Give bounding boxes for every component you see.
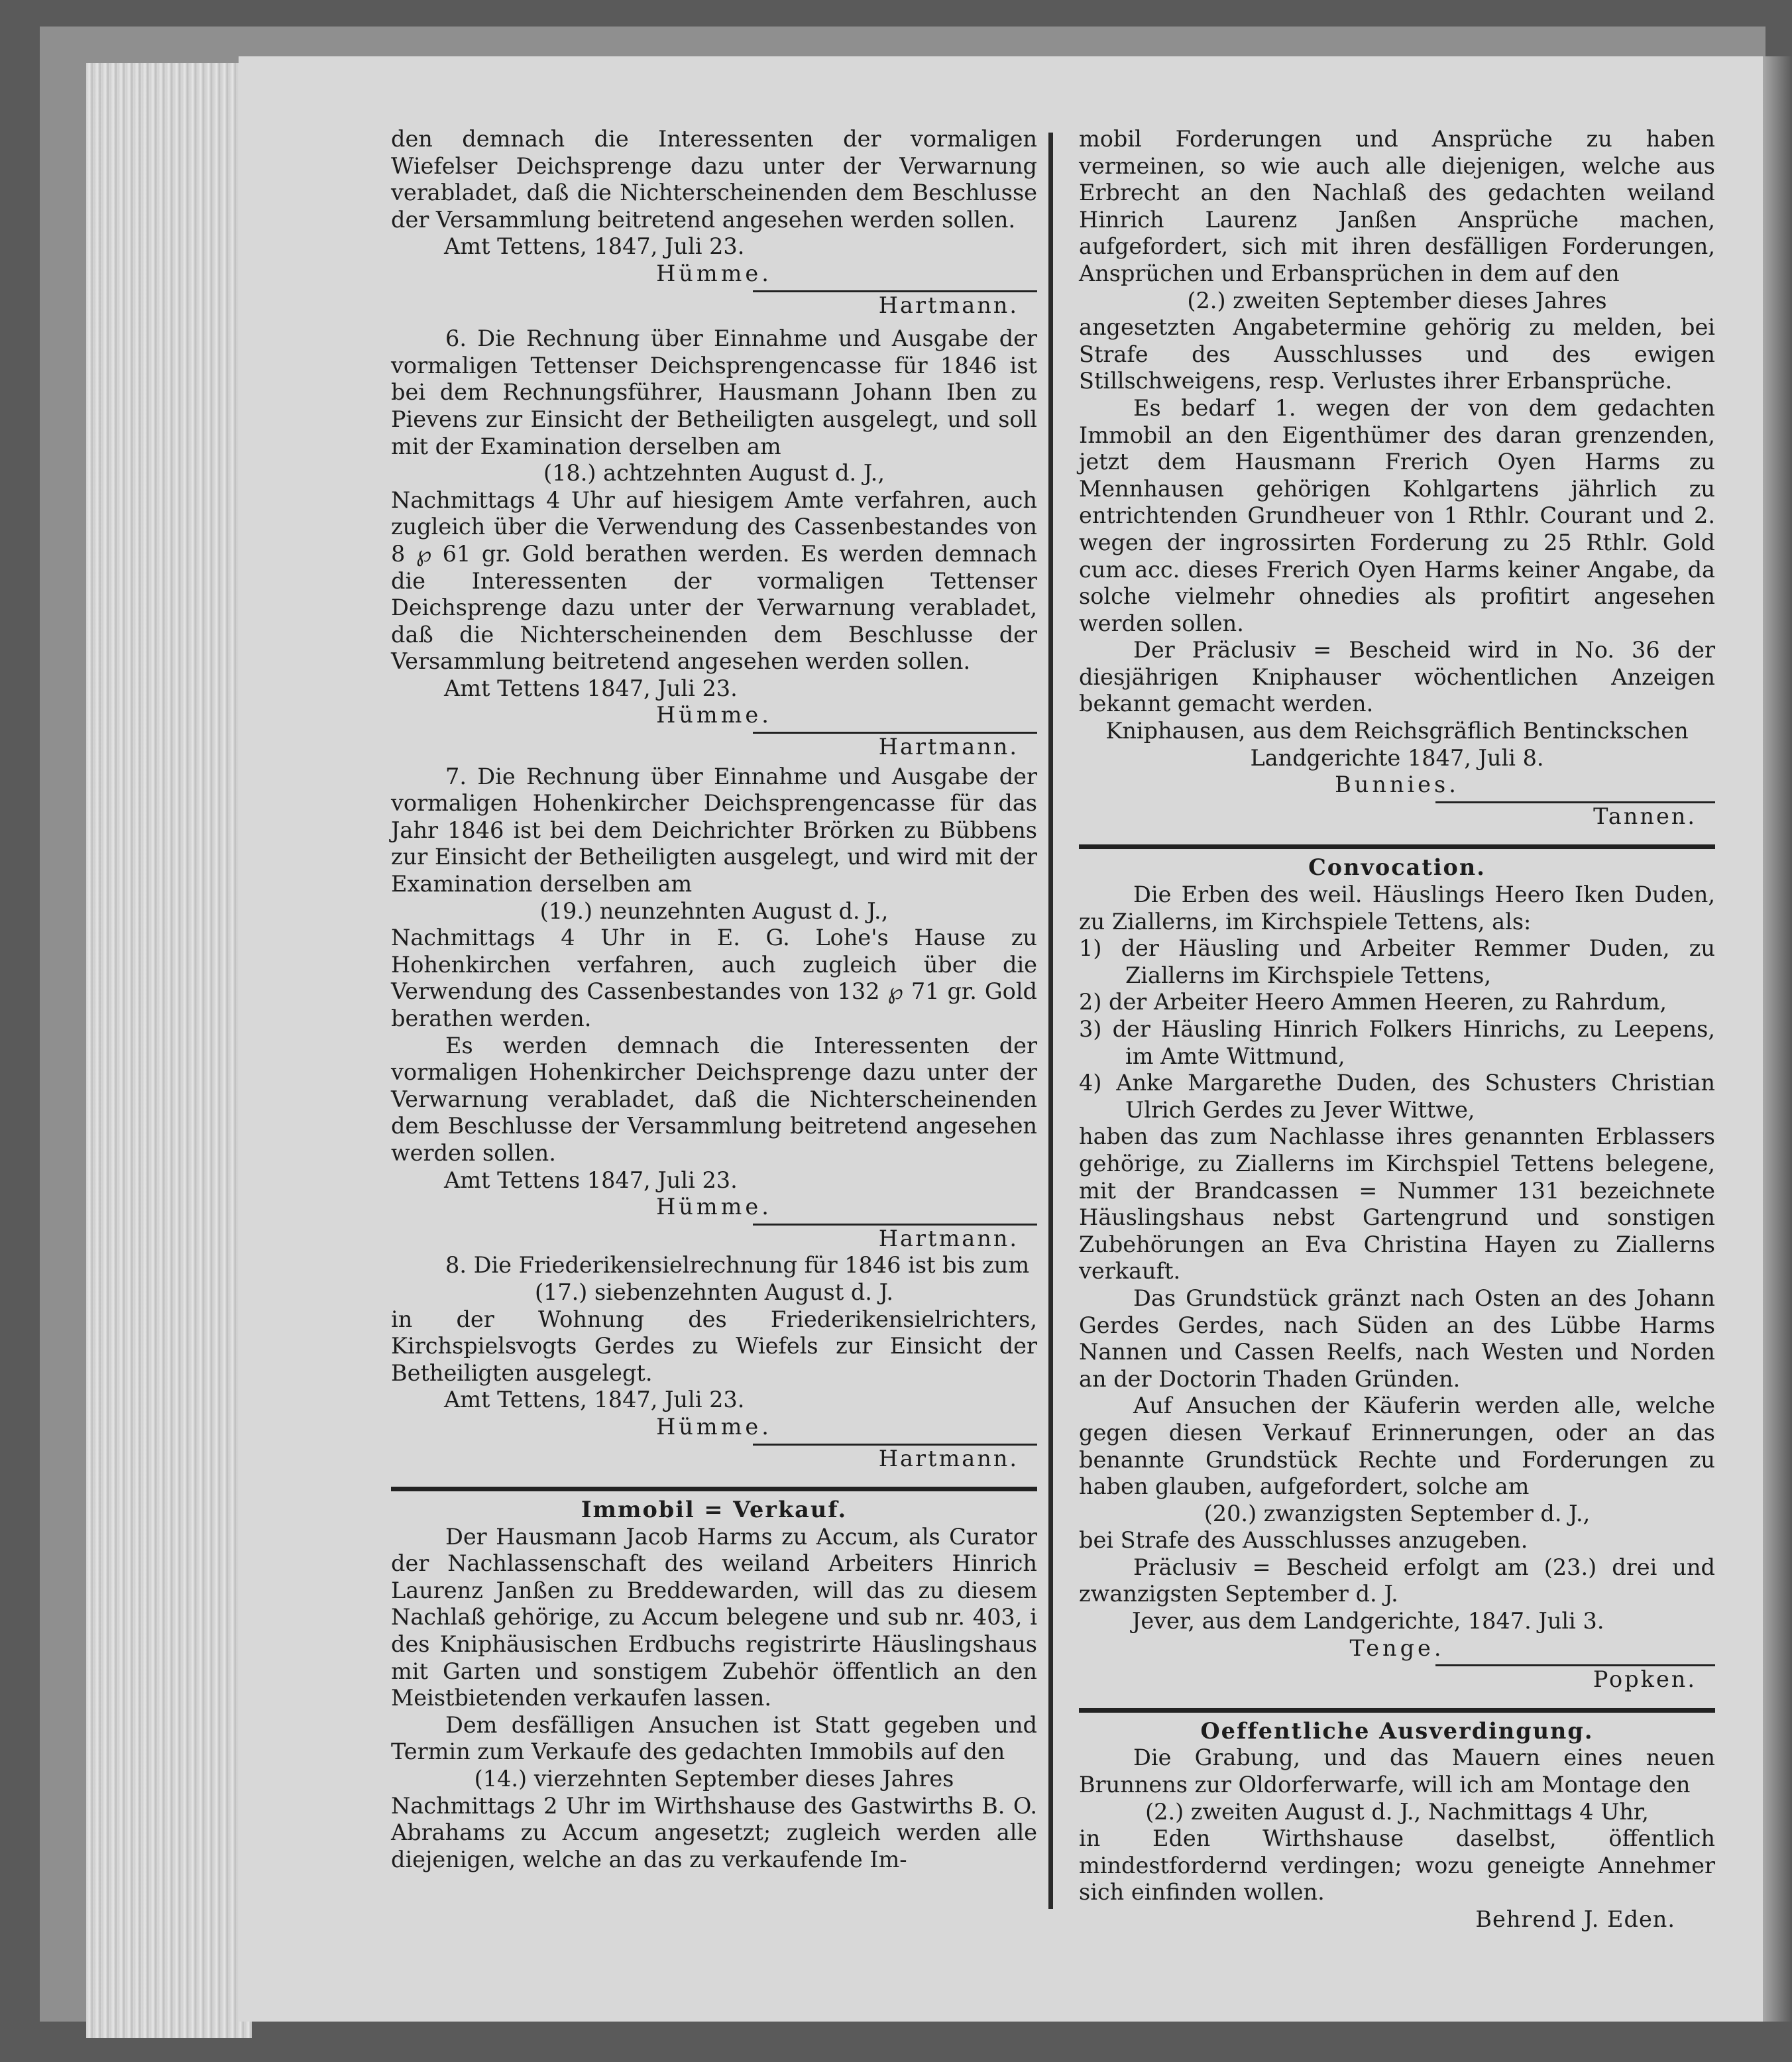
column-divider [1048, 133, 1053, 1909]
heading-convocation: Convocation. [1308, 854, 1486, 881]
signature-hartmann: Hartmann. [878, 292, 1019, 318]
immobil-continued: mobil Forderungen und Ansprüche zu haben vermeinen, so wie auch alle diejenigen, welche aus Erbrecht an den Nachlaß des gedachten weiland Hinrich Laurenz Janßen Ansprüche machen, aufgefordert, sich mit ihren desfälligen Forderungen, Ansprüchen und Erbansprüchen in dem auf den [1079, 126, 1715, 286]
notice-8: 8. Die Friederikensielrechnung für 1846 ist bis zum [445, 1252, 1030, 1279]
ausverdingung-paragraph-1: Die Grabung, und das Mauern eines neuen Brunnens zur Oldorferwarfe, will ich am Montage den [1079, 1745, 1715, 1798]
convocation-paragraph-1: Die Erben des weil. Häuslings Heero Iken Duden, zu Ziallerns, im Kirchspiele Tettens, als: [1079, 882, 1715, 935]
signature-hartmann: Hartmann. [878, 1445, 1019, 1471]
immobil-term-date: (2.) zweiten September dieses Jahres [1187, 287, 1607, 314]
office-date: Amt Tettens, 1847, Juli 23. [444, 233, 745, 260]
section-rule [391, 1487, 1037, 1491]
notice-7-continued: Nachmittags 4 Uhr in E. G. Lohe's Hause zu Hohenkirchen verfahren, auch zugleich über die Verwendung des Cassenbestandes von 132 ℘ 71 gr. Gold berathen werden. [391, 925, 1037, 1031]
page-edges [86, 63, 252, 2038]
immobil-continued-2: angesetzten Angabetermine gehörig zu melden, bei Strafe des Ausschlusses und des ewigen Stillschweigens, resp. Verlustes ihrer Erbansprüche. [1079, 314, 1715, 394]
notice-6-continued: Nachmittags 4 Uhr auf hiesigem Amte verfahren, auch zugleich über die Verwendung des Cassenbestandes von 8 ℘ 61 gr. Gold berathen werden. Es werden demnach die Interessenten der vormaligen Tettenser Deichsprenge dazu unter der Verwarnung verabladet, daß die Nichterscheinenden dem Beschlusse der Versammlung beitretend angesehen werden sollen. [391, 487, 1037, 675]
convocation-date: (20.) zwanzigsten September d. J., [1204, 1500, 1591, 1526]
heir-item: 2) der Arbeiter Heero Ammen Heeren, zu Rahrdum, [1079, 989, 1667, 1015]
heir-item: 4) Anke Margarethe Duden, des Schusters Christian Ulrich Gerdes zu Jever Wittwe, [1079, 1070, 1715, 1123]
convocation-paragraph-4: Auf Ansuchen der Käuferin werden alle, welche gegen diesen Verkauf Erinnerungen, oder an das benannte Grundstück Rechte und Forderungen zu haben glauben, aufgefordert, solche am [1079, 1393, 1715, 1500]
signature-humme: Hümme. [656, 702, 772, 728]
heading-immobil-verkauf: Immobil = Verkauf. [581, 1497, 848, 1523]
notice-6-date: (18.) achtzehnten August d. J., [543, 460, 885, 487]
notice-7-date: (19.) neunzehnten August d. J., [539, 897, 889, 924]
convocation-paragraph-3: Das Grundstück gränzt nach Osten an des Johann Gerdes Gerdes, nach Süden an des Lübbe Harms Nannen und Cassen Reelfs, nach Westen und Norden an der Doctorin Thaden Gründen. [1079, 1285, 1715, 1392]
convocation-paragraph-2: haben das zum Nachlasse ihres genannten Erblassers gehörige, zu Ziallerns im Kirchspiel Tettens belegene, mit der Brandcassen = Nummer 131 bezeichnete Häuslingshaus nebst Gartengrund und sonstigen Zubehörungen an Eva Christina Hayen zu Ziallerns verkauft. [1079, 1123, 1715, 1285]
intro-paragraph: den demnach die Interessenten der vormaligen Wiefelser Deichsprenge dazu unter der Verwarnung verabladet, daß die Nichterscheinenden dem Beschlusse der Versammlung beitretend angesehen werden sollen. [391, 126, 1037, 233]
court-place-date: Jever, aus dem Landgerichte, 1847. Juli 3. [1132, 1608, 1604, 1634]
signature-hartmann: Hartmann. [878, 734, 1019, 760]
praclusiv-paragraph: Der Präclusiv = Bescheid wird in No. 36 der diesjährigen Kniphauser wöchentlichen Anzeigen bekannt gemacht werden. [1079, 637, 1715, 717]
signature-eden: Behrend J. Eden. [1475, 1906, 1675, 1932]
immobil-paragraph-1: Der Hausmann Jacob Harms zu Accum, als Curator der Nachlassenschaft des weiland Arbeiters Hinrich Laurenz Janßen zu Breddewarden, will das zu diesem Nachlaß gehörige, zu Accum belegene und sub nr. 403, i des Kniphäusischen Erdbuchs registrirte Häuslingshaus mit Garten und sonstigem Zubehör öffentlich an den Meistbietenden verkaufen lassen. [391, 1523, 1037, 1711]
heir-item: 1) der Häusling und Arbeiter Remmer Duden, zu Ziallerns im Kirchspiele Tettens, [1079, 935, 1715, 988]
book-gutter [1763, 56, 1792, 2022]
ausverdingung-date: (2.) zweiten August d. J., Nachmittags 4 Uhr, [1145, 1798, 1649, 1825]
left-column [391, 126, 1037, 1873]
right-column [1079, 126, 1715, 1933]
bedarf-paragraph: Es bedarf 1. wegen der von dem gedachten Immobil an den Eigenthümer des daran grenzenden, jetzt dem Hausmann Frerich Oyen Harms zu Mennhausen gehörigen Kohlgartens jährlich zu entrichtenden Grundheuer von 1 Rthlr. Courant und 2. wegen der ingrossirten Forderung zu 25 Rthlr. Gold cum acc. dieses Frerich Oyen Harms keiner Angabe, da solche vielmehr ohnedies als profitirt angesehen werden sollen. [1079, 394, 1715, 636]
signature-humme: Hümme. [656, 1194, 772, 1220]
immobil-paragraph-2: Dem desfälligen Ansuchen ist Statt gegeben und Termin zum Verkaufe des gedachten Immobils auf den [391, 1711, 1037, 1765]
signature-humme: Hümme. [656, 260, 772, 286]
office-date: Amt Tettens 1847, Juli 23. [444, 1167, 738, 1193]
signature-bunnies: Bunnies. [1335, 772, 1459, 798]
notice-6: 6. Die Rechnung über Einnahme und Ausgabe der vormaligen Tettenser Deichsprengencasse für 1846 ist bei dem Rechnungsführer, Hausmann Johann Iben zu Pievens zur Einsicht der Betheiligten ausgelegt, und soll mit der Examination derselben am [391, 325, 1037, 459]
signature-hartmann: Hartmann. [878, 1225, 1019, 1251]
notice-7-continued-2: Es werden demnach die Interessenten der vormaligen Hohenkircher Deichsprenge dazu unter der Verwarnung verabladet, daß die Nichterscheinenden dem Beschlusse der Versammlung beitretend angesehen werden sollen. [391, 1032, 1037, 1166]
court-place-date: Kniphausen, aus dem Reichsgräflich Bentinckschen Landgerichte 1847, Juli 8. [1105, 718, 1689, 771]
immobil-paragraph-3: Nachmittags 2 Uhr im Wirthshause des Gastwirths B. O. Abrahams zu Accum angesetzt; zugleich werden alle diejenigen, welche an das zu verkaufende Im- [391, 1792, 1037, 1872]
section-rule [1079, 844, 1715, 849]
notice-7: 7. Die Rechnung über Einnahme und Ausgabe der vormaligen Hohenkircher Deichsprengencasse für das Jahr 1846 ist bei dem Deichrichter Brörken zu Bübbens zur Einsicht der Betheiligten ausgelegt, und wird mit der Examination derselben am [391, 763, 1037, 897]
signature-popken: Popken. [1593, 1666, 1697, 1693]
office-date: Amt Tettens 1847, Juli 23. [444, 675, 738, 701]
signature-humme: Hümme. [656, 1413, 772, 1440]
immobil-date: (14.) vierzehnten September dieses Jahres [474, 1766, 954, 1792]
ausverdingung-paragraph-2: in Eden Wirthshause daselbst, öffentlich mindestfordernd verdingen; wozu geneigte Annehmer sich einfinden wollen. [1079, 1825, 1715, 1906]
convocation-paragraph-5: bei Strafe des Ausschlusses anzugeben. [1079, 1527, 1528, 1554]
convocation-paragraph-6: Präclusiv = Bescheid erfolgt am (23.) drei und zwanzigsten September d. J. [1079, 1554, 1715, 1607]
signature-tenge: Tenge. [1349, 1634, 1445, 1661]
heading-ausverdingung: Oeffentliche Ausverdingung. [1200, 1717, 1594, 1744]
notice-8-continued: in der Wohnung des Friederikensielrichters, Kirchspielsvogts Gerdes zu Wiefels zur Einsicht der Betheiligten ausgelegt. [391, 1306, 1037, 1386]
office-date: Amt Tettens, 1847, Juli 23. [444, 1387, 745, 1413]
section-rule [1079, 1708, 1715, 1713]
signature-tannen: Tannen. [1593, 803, 1697, 829]
heir-item: 3) der Häusling Hinrich Folkers Hinrichs, zu Leepens, im Amte Wittmund, [1079, 1016, 1715, 1069]
notice-8-date: (17.) siebenzehnten August d. J. [534, 1279, 894, 1305]
